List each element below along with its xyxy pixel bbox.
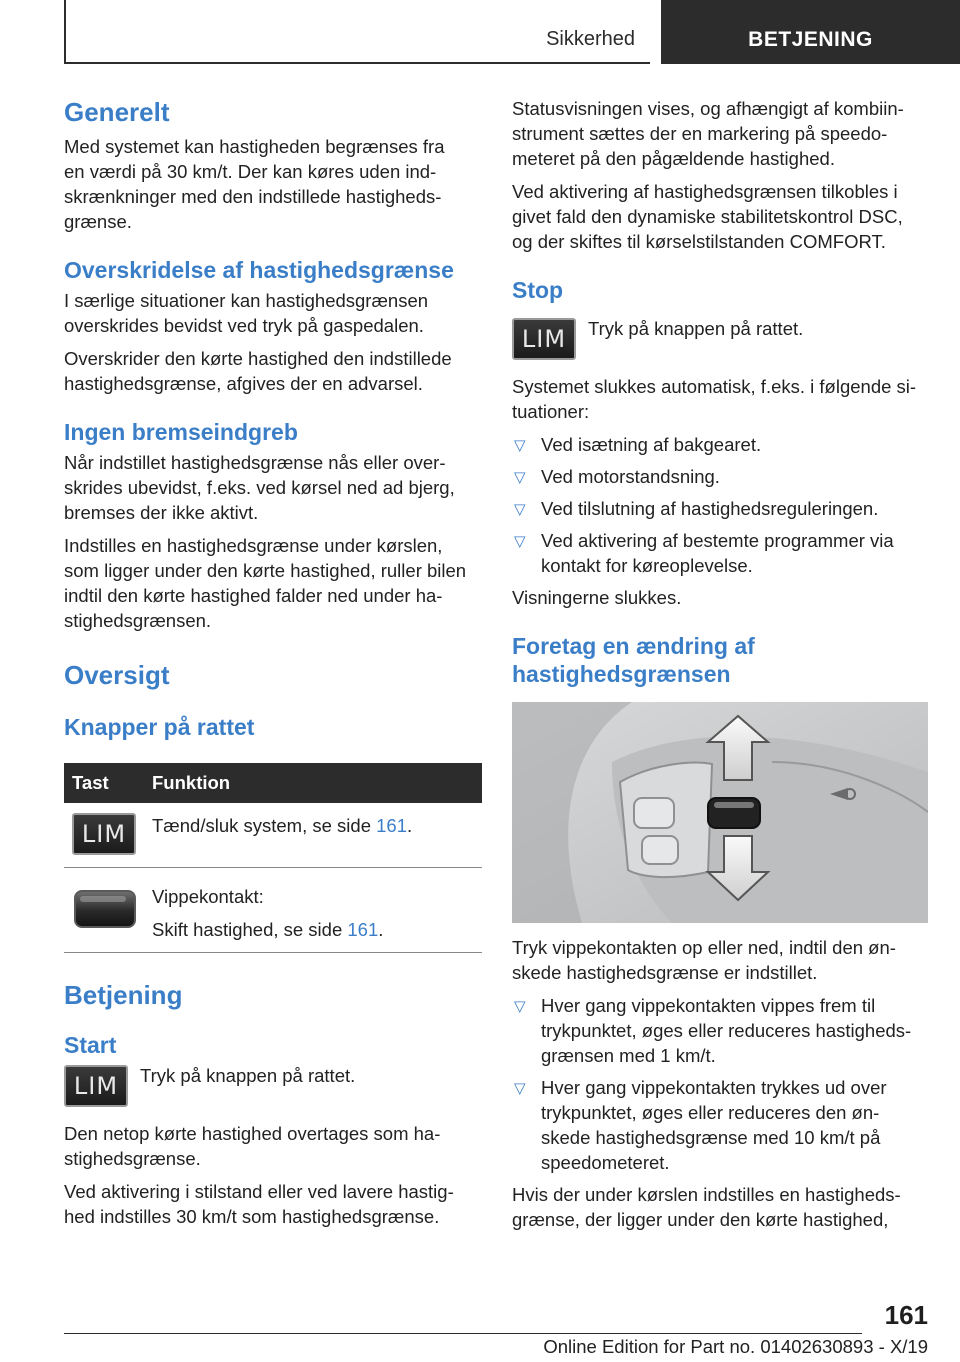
bullet-triangle-icon: ▽	[514, 998, 526, 1015]
steering-wheel-figure	[512, 702, 928, 923]
table-header	[64, 763, 482, 803]
heading-stop: Stop	[512, 277, 564, 303]
overskridelse-paragraph-1: I særlige situationer kan hastighedsgrænsen overskrides bevidst ved tryk på gaspedalen.	[64, 290, 429, 336]
left-column	[64, 96, 482, 1229]
right-column	[512, 96, 928, 1232]
heading-betjening: Betjening	[64, 980, 183, 1010]
bullet-triangle-icon: ▽	[514, 469, 526, 486]
stop-bullet-list	[512, 432, 928, 578]
table-row-1-text: Tænd/sluk system, se side 161.	[152, 815, 413, 836]
header-rule-left	[64, 0, 66, 64]
heading-overskridelse: Overskridelse af hastighedsgrænse	[64, 257, 454, 283]
table-row	[64, 868, 482, 953]
heading-oversigt: Oversigt	[64, 660, 170, 690]
stop-text: Tryk på knappen på rattet.	[588, 318, 804, 339]
stop-after-text: Visningerne slukkes.	[512, 587, 682, 608]
bullet-item: ▽ Hver gang vippekontakten trykkes ud over trykpunktet, øges eller reduceres den øn- skede hastighedsgrænse med 10 km/t på speedometeret.	[514, 1077, 887, 1173]
chapter-tab: BETJENING	[661, 0, 960, 64]
bullet-item: ▽ Ved motorstandsning.	[512, 464, 928, 489]
change-paragraph-1: Tryk vippekontakten op eller ned, indtil den øn- skede hastighedsgrænse er indstillet.	[512, 937, 896, 983]
steering-wheel-illustration	[512, 702, 928, 923]
start-paragraph-2: Ved aktivering i stilstand eller ved lavere hastig- hed indstilles 30 km/t som hastighedsgrænse.	[64, 1181, 454, 1227]
heading-generelt: Generelt	[64, 97, 170, 127]
table-header-key: Tast	[72, 772, 109, 793]
ingen-paragraph-2: Indstilles en hastighedsgrænse under kørslen, som ligger under den kørte hastighed, ruller bilen indtil den kørte hastighed falder ned under ha- stighedsgrænsen.	[64, 535, 467, 631]
change-bullet-list	[512, 993, 928, 1175]
heading-change-limit: Foretag en ændring af hastighedsgrænsen	[512, 633, 755, 687]
status-paragraph-2: Ved aktivering af hastighedsgrænsen tilkobles i givet fald den dynamiske stabilitetskontrol DSC, og der skiftes til kørselstilstanden COMFORT.	[512, 181, 903, 252]
page-ref-link[interactable]: 161	[376, 815, 408, 836]
edition-text: Online Edition for Part no. 01402630893 - X/19	[543, 1336, 928, 1357]
footer-rule	[64, 1333, 862, 1334]
bullet-triangle-icon: ▽	[514, 1080, 526, 1097]
stop-instruction	[512, 316, 928, 360]
bullet-triangle-icon: ▽	[514, 533, 526, 550]
section-title: Sikkerhed	[546, 28, 635, 50]
heading-start: Start	[64, 1032, 117, 1058]
page-number: 161	[884, 1300, 928, 1330]
generelt-paragraph: Med systemet kan hastigheden begrænses fra en værdi på 30 km/t. Der kan køres uden ind- skrænkninger med den indstillede hastigheds- grænse.	[64, 136, 445, 232]
table-row-2-text: Skift hastighed, se side 161.	[152, 919, 384, 940]
heading-ingen-bremseindgreb: Ingen bremseindgreb	[64, 419, 298, 445]
rocker-switch-icon	[72, 886, 136, 928]
bullet-item: ▽ Hver gang vippekontakten vippes frem til trykpunktet, øges eller reduceres hastigheds- grænsen med 1 km/t.	[514, 995, 912, 1066]
stop-paragraph: Systemet slukkes automatisk, f.eks. i følgende si- tuationer:	[512, 376, 917, 422]
start-text: Tryk på knappen på rattet.	[140, 1065, 356, 1086]
start-instruction	[64, 1063, 482, 1107]
table-header-function: Funktion	[152, 772, 231, 793]
header-rule-bottom	[64, 62, 650, 64]
bullet-triangle-icon: ▽	[514, 501, 526, 518]
bullet-triangle-icon: ▽	[514, 437, 526, 454]
table-row	[64, 803, 482, 868]
change-paragraph-2: Hvis der under kørslen indstilles en hastigheds- grænse, der ligger under den kørte hastighed,	[512, 1184, 901, 1230]
table-row-2-label: Vippekontakt:	[152, 886, 264, 907]
start-paragraph-1: Den netop kørte hastighed overtages som ha- stighedsgrænse.	[64, 1123, 441, 1169]
page-ref-link[interactable]: 161	[347, 919, 379, 940]
bullet-item: ▽ Ved aktivering af bestemte programmer via kontakt for køreoplevelse.	[514, 530, 894, 576]
lim-button-icon: LIM	[64, 1065, 128, 1107]
bullet-item: ▽ Ved tilslutning af hastighedsreguleringen.	[512, 496, 928, 521]
overskridelse-paragraph-2: Overskrider den kørte hastighed den indstillede hastighedsgrænse, afgives der en advarsel.	[64, 348, 452, 394]
lim-button-icon: LIM	[72, 813, 136, 855]
heading-knapper: Knapper på rattet	[64, 714, 255, 740]
bullet-item: ▽ Ved isætning af bakgearet.	[512, 432, 928, 457]
ingen-paragraph-1: Når indstillet hastighedsgrænse nås eller over- skrides ubevidst, f.eks. ved kørsel ned ad bjerg, bremses der ikke aktivt.	[64, 452, 455, 523]
buttons-table	[64, 763, 482, 953]
status-paragraph-1: Statusvisningen vises, og afhængigt af kombiin- strument sættes der en markering på speedo- meteret på den pågældende hastighed.	[512, 98, 904, 169]
lim-button-icon: LIM	[512, 318, 576, 360]
